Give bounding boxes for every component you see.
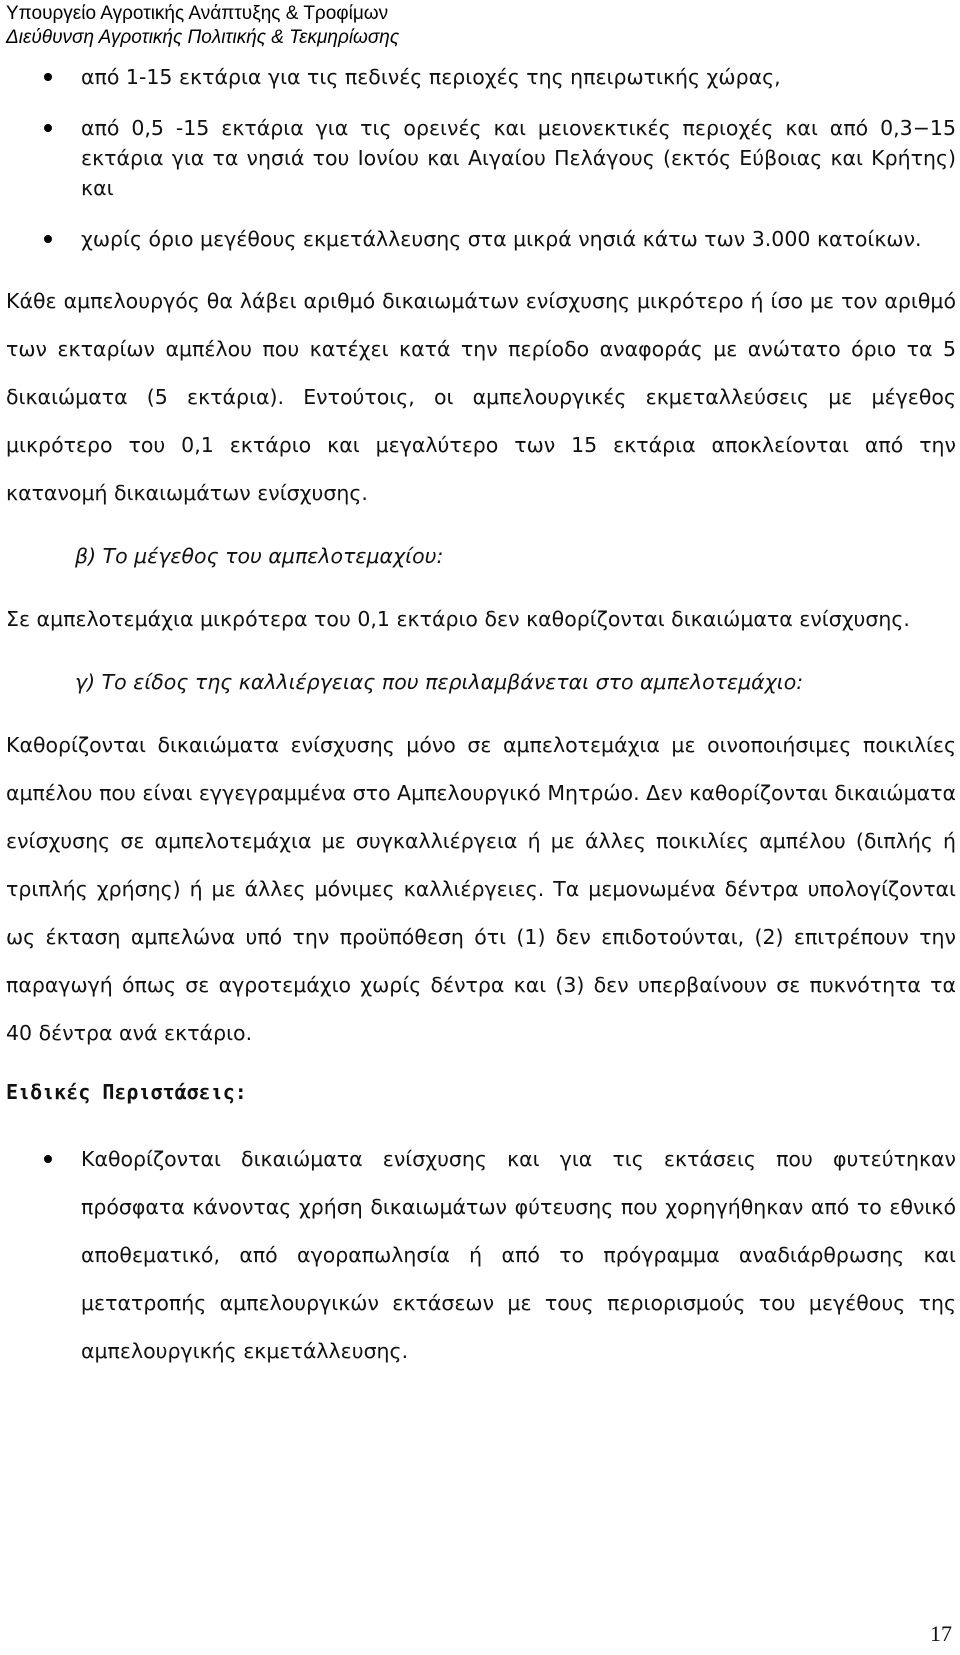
bullet-icon: [44, 124, 52, 132]
list-item: [6, 224, 960, 254]
list-item: [6, 113, 960, 203]
paragraph-entitlements: Κάθε αμπελουργός θα λάβει αριθμό δικαιωμάτων ενίσχυσης μικρότερο ή ίσο με τον αριθμό των εκταρίων αμπέλου που κατέχει κατά την περίοδο αναφοράς με ανώτατο όριο τα 5 δικαιώματα (5 εκτάρια). Εντούτοις, οι αμπελουργικές εκμεταλλεύσεις με μέγεθος μικρότερο του 0,1 εκτάριο και μεγαλύτερο των 15 εκτάρια αποκλείονται από την κατανομή δικαιωμάτων ενίσχυσης.: [6, 289, 956, 505]
paragraph-crop-type: Καθορίζονται δικαιώματα ενίσχυσης μόνο σε αμπελοτεμάχια με οινοποιήσιμες ποικιλίες αμπέλου που είναι εγγεγραμμένα στο Αμπελουργικό Μητρώο. Δεν καθορίζονται δικαιώματα ενίσχυσης σε αμπελοτεμάχια με συγκαλλιέργεια ή με άλλες ποικιλίες αμπέλου (διπλής ή τριπλής χρήσης) ή με άλλες μόνιμες καλλιέργειες. Τα μεμονωμένα δέντρα υπολογίζονται ως έκταση αμπελώνα υπό την προϋπόθεση ότι (1) δεν επιδοτούνται, (2) επιτρέπουν την παραγωγή όπως σε αγροτεμάχιο χωρίς δέντρα και (3) δεν υπερβαίνουν σε πυκνότητα τα 40 δέντρα ανά εκτάριο.: [6, 733, 956, 1045]
section-heading-b: β) Το μέγεθος του αμπελοτεμαχίου:: [75, 544, 444, 568]
bullet-text: από 0,5 -15 εκτάρια για τις ορεινές και μειονεκτικές περιοχές και από 0,3−15 εκτάρια για τα νησιά του Ιονίου και Αιγαίου Πελάγους (εκτός Εύβοιας και Κρήτης) και: [81, 116, 956, 200]
paragraph-parcel-size: Σε αμπελοτεμάχια μικρότερα του 0,1 εκτάριο δεν καθορίζονται δικαιώματα ενίσχυσης.: [6, 607, 910, 631]
bullet-icon: [44, 73, 52, 81]
document-header: [6, 2, 399, 50]
section-heading-special: Ειδικές Περιστάσεις:: [6, 1080, 247, 1104]
section-heading-c: γ) Το είδος της καλλιέργειας που περιλαμβάνεται στο αμπελοτεμάχιο:: [75, 670, 804, 694]
farm-size-bullet-list: [6, 62, 960, 254]
header-ministry: Υπουργείο Αγροτικής Ανάπτυξης & Τροφίμων: [6, 3, 389, 24]
page-content: [6, 62, 960, 1375]
bullet-text: από 1-15 εκτάρια για τις πεδινές περιοχές της ηπειρωτικής χώρας,: [81, 65, 781, 89]
bullet-icon: [44, 1155, 52, 1163]
list-item: [6, 62, 960, 92]
list-item: [6, 1135, 960, 1375]
special-cases-bullet-list: [6, 1135, 960, 1375]
page-number: 17: [930, 1621, 952, 1646]
bullet-text: Καθορίζονται δικαιώματα ενίσχυσης και για τις εκτάσεις που φυτεύτηκαν πρόσφατα κάνοντας χρήση δικαιωμάτων φύτευσης που χορηγήθηκαν από το εθνικό αποθεματικό, από αγοραπωλησία ή από το πρόγραμμα αναδιάρθρωσης και μετατροπής αμπελουργικών εκτάσεων με τους περιορισμούς του μεγέθους της αμπελουργικής εκμετάλλευσης.: [81, 1147, 956, 1363]
header-directorate: Διεύθυνση Αγροτικής Πολιτικής & Τεκμηρίωσης: [6, 27, 400, 48]
bullet-text: χωρίς όριο μεγέθους εκμετάλλευσης στα μικρά νησιά κάτω των 3.000 κατοίκων.: [81, 227, 922, 251]
bullet-icon: [44, 235, 52, 243]
